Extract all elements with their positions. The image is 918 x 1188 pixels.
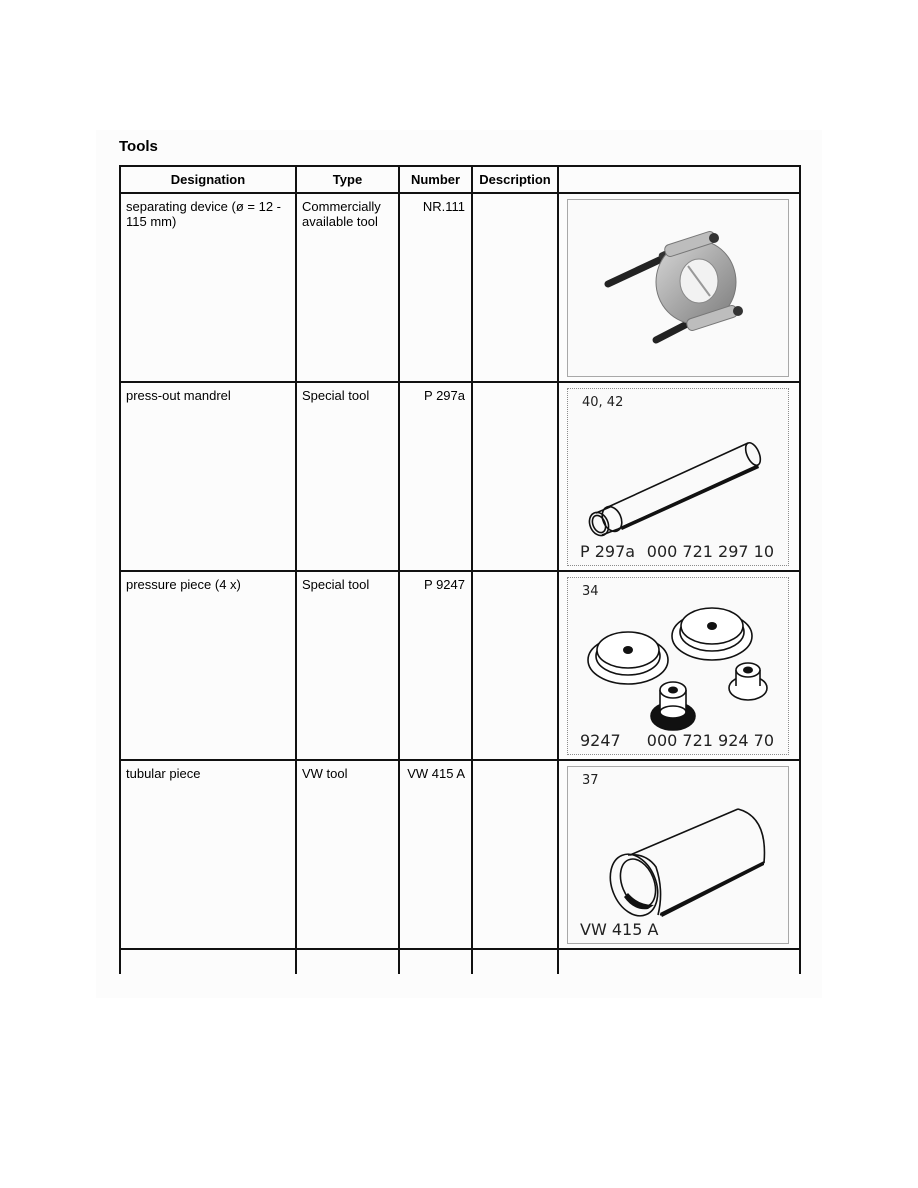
section-title: Tools [119, 138, 158, 155]
part-number-label: 000 721 297 10 [646, 542, 774, 561]
type-cell [296, 571, 399, 760]
description-cell [472, 193, 558, 382]
designation-text: press-out mandrel [126, 388, 231, 403]
tool-image-frame [567, 577, 789, 755]
table-header-row [120, 166, 800, 193]
header-number: Number [399, 166, 472, 193]
part-number-label: 000 721 924 70 [646, 731, 774, 750]
number-cell [399, 949, 472, 974]
description-cell [472, 382, 558, 571]
designation-cell [120, 571, 296, 760]
type-text: Commercially available tool [302, 199, 381, 229]
designation-text: separating device (ø = 12 - 115 mm) [126, 199, 281, 229]
pressure-pieces-icon [568, 578, 789, 755]
image-cell [558, 571, 800, 760]
number-text: P 9247 [424, 577, 465, 592]
designation-text: pressure piece (4 x) [126, 577, 241, 592]
separating-device-icon [568, 200, 789, 377]
table-row [120, 193, 800, 382]
type-text: Special tool [302, 577, 370, 592]
number-text: P 297a [424, 388, 465, 403]
description-cell [472, 760, 558, 949]
table-row [120, 382, 800, 571]
header-image [558, 166, 800, 193]
tool-code-label: P 297a [580, 542, 636, 561]
tool-code-label: VW 415 A [580, 920, 659, 939]
designation-cell [120, 382, 296, 571]
header-description: Description [472, 166, 558, 193]
type-text: Special tool [302, 388, 370, 403]
tool-image-frame [567, 766, 789, 944]
type-text: VW tool [302, 766, 348, 781]
designation-cell [120, 193, 296, 382]
table-row-truncated [120, 949, 800, 974]
image-cell [558, 382, 800, 571]
tool-code-label: 9247 [580, 731, 621, 750]
figure-number: 37 [582, 773, 599, 788]
number-text: VW 415 A [407, 766, 465, 781]
type-cell [296, 193, 399, 382]
header-designation: Designation [120, 166, 296, 193]
image-cell [558, 760, 800, 949]
description-text [473, 572, 557, 577]
number-cell [399, 571, 472, 760]
designation-cell [120, 760, 296, 949]
header-type: Type [296, 166, 399, 193]
type-cell [296, 382, 399, 571]
type-cell [296, 949, 399, 974]
description-cell [472, 571, 558, 760]
table-row [120, 571, 800, 760]
figure-number: 40, 42 [582, 395, 624, 410]
table-row [120, 760, 800, 949]
type-cell [296, 760, 399, 949]
number-text: NR.111 [422, 199, 465, 214]
description-text [473, 383, 557, 388]
image-cell [558, 949, 800, 974]
tools-table [119, 165, 801, 974]
number-cell [399, 760, 472, 949]
designation-cell [120, 949, 296, 974]
image-cell [558, 193, 800, 382]
number-cell [399, 382, 472, 571]
number-cell [399, 193, 472, 382]
tool-image-frame [567, 199, 789, 377]
description-text [473, 761, 557, 766]
figure-number: 34 [582, 584, 599, 599]
designation-text: tubular piece [126, 766, 201, 781]
description-text [473, 194, 557, 199]
press-out-mandrel-icon [568, 389, 789, 566]
tool-image-frame [567, 388, 789, 566]
tubular-piece-icon [568, 767, 789, 944]
description-cell [472, 949, 558, 974]
